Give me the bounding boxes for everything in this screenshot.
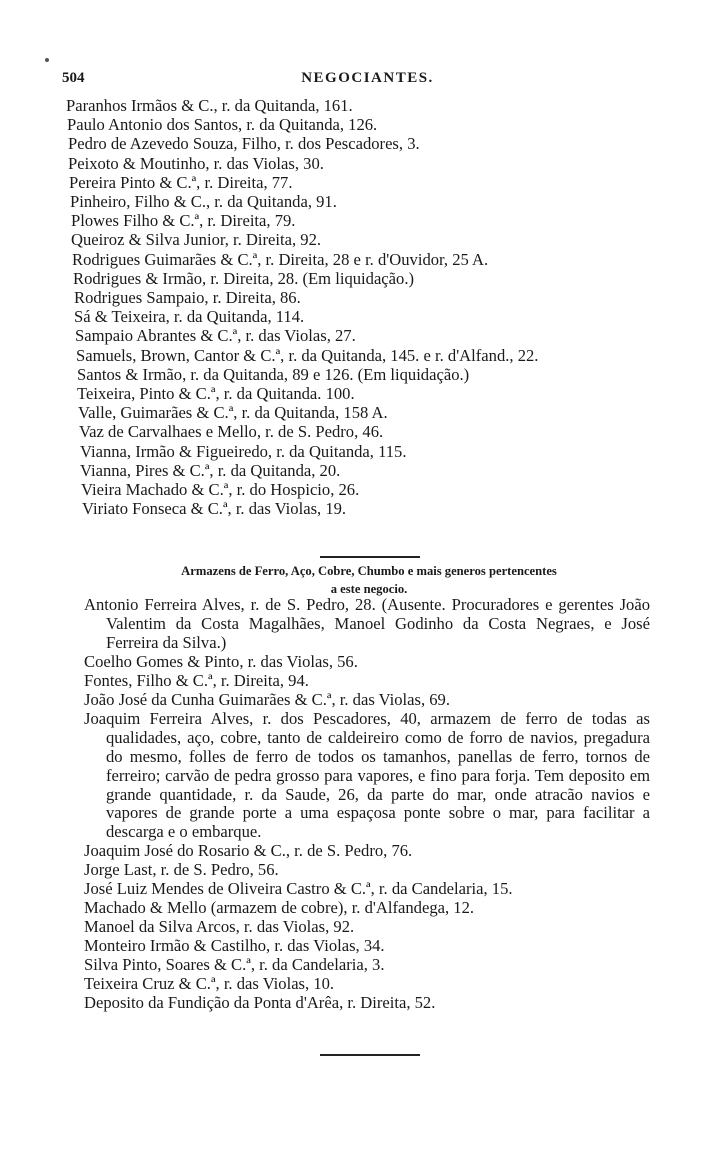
list-item: Joaquim Ferreira Alves, r. dos Pescadores, 40, armazem de ferro de todas as qualidades, aço, cobre, tanto de caldeireiro como de forro de navios, pregadura do mesmo, folles de ferro de todos os tamanhos, panellas de ferro, tornos de ferreiro; carvão de pedra grosso para vapores, e fino para forja. Tem deposito em grande quantidade, r. da Saude, 26, da parte do mar, onde atracão navios e vapores de grande porte a uma espaçosa ponte sobre o mar, para facilitar a descarga e o embarque.	[84, 708, 650, 842]
section-title-line1: Armazens de Ferro, Aço, Cobre, Chumbo e mais generos pertencentes	[181, 564, 557, 578]
list-item: Coelho Gomes & Pinto, r. das Violas, 56.	[84, 651, 358, 671]
list-item: Antonio Ferreira Alves, r. de S. Pedro, 28. (Ausente. Procuradores e gerentes João Valentim da Costa Magalhães, Manoel Godinho da Costa Negraes, e José Ferreira da Silva.)	[84, 595, 650, 652]
list-item: Vianna, Pires & C.ª, r. da Quitanda, 20.	[80, 460, 341, 480]
iron-warehouse-list	[84, 596, 650, 1013]
merchant-list	[64, 96, 664, 518]
divider	[320, 1054, 420, 1056]
list-item: Sá & Teixeira, r. da Quitanda, 114.	[74, 307, 305, 327]
list-item: Paranhos Irmãos & C., r. da Quitanda, 161.	[66, 96, 353, 115]
list-item: Fontes, Filho & C.ª, r. Direita, 94.	[84, 670, 309, 690]
divider	[320, 556, 420, 558]
page-number: 504	[62, 70, 85, 86]
list-item: Rodrigues Guimarães & C.ª, r. Direita, 28 e r. d'Ouvidor, 25 A.	[72, 249, 489, 269]
list-item: Valle, Guimarães & C.ª, r. da Quitanda, 158 A.	[78, 403, 388, 423]
list-item: Rodrigues Sampaio, r. Direita, 86.	[74, 288, 301, 308]
list-item: Paulo Antonio dos Santos, r. da Quitanda, 126.	[67, 115, 378, 135]
list-item: Vaz de Carvalhaes e Mello, r. de S. Pedro, 46.	[79, 422, 384, 442]
list-item: João José da Cunha Guimarães & C.ª, r. das Violas, 69.	[84, 689, 450, 709]
section-heading	[84, 562, 654, 598]
list-item: Pinheiro, Filho & C., r. da Quitanda, 91.	[70, 192, 337, 212]
list-item: Queiroz & Silva Junior, r. Direita, 92.	[71, 230, 322, 250]
list-item: Teixeira, Pinto & C.ª, r. da Quitanda. 100.	[77, 384, 355, 404]
list-item: Machado & Mello (armazem de cobre), r. d'Alfandega, 12.	[84, 898, 475, 918]
section-title-line2: a este negocio.	[330, 582, 408, 596]
list-item: Vieira Machado & C.ª, r. do Hospicio, 26.	[81, 480, 360, 500]
running-head: NEGOCIANTES.	[301, 70, 434, 86]
list-item: Vianna, Irmão & Figueiredo, r. da Quitanda, 115.	[80, 441, 407, 461]
list-item: Rodrigues & Irmão, r. Direita, 28. (Em liquidação.)	[73, 268, 415, 288]
scan-speck	[45, 58, 49, 62]
list-item: Viriato Fonseca & C.ª, r. das Violas, 19.	[82, 499, 347, 519]
list-item: Joaquim José do Rosario & C., r. de S. Pedro, 76.	[84, 841, 413, 861]
list-item: Plowes Filho & C.ª, r. Direita, 79.	[71, 211, 296, 231]
list-item: José Luiz Mendes de Oliveira Castro & C.ª, r. da Candelaria, 15.	[84, 879, 513, 899]
list-item: Pedro de Azevedo Souza, Filho, r. dos Pescadores, 3.	[68, 134, 420, 154]
list-item: Deposito da Fundição da Ponta d'Arêa, r. Direita, 52.	[84, 993, 436, 1013]
list-item: Teixeira Cruz & C.ª, r. das Violas, 10.	[84, 974, 335, 994]
list-item: Peixoto & Moutinho, r. das Violas, 30.	[68, 153, 324, 173]
list-item: Jorge Last, r. de S. Pedro, 56.	[84, 860, 279, 880]
list-item: Silva Pinto, Soares & C.ª, r. da Candelaria, 3.	[84, 955, 385, 975]
list-item: Pereira Pinto & C.ª, r. Direita, 77.	[69, 172, 293, 192]
list-item: Monteiro Irmão & Castilho, r. das Violas, 34.	[84, 936, 385, 956]
list-item: Santos & Irmão, r. da Quitanda, 89 e 126. (Em liquidação.)	[77, 364, 470, 384]
list-item: Manoel da Silva Arcos, r. das Violas, 92.	[84, 917, 355, 937]
list-item: Samuels, Brown, Cantor & C.ª, r. da Quitanda, 145. e r. d'Alfand., 22.	[76, 345, 539, 365]
list-item: Sampaio Abrantes & C.ª, r. das Violas, 27.	[75, 326, 356, 346]
